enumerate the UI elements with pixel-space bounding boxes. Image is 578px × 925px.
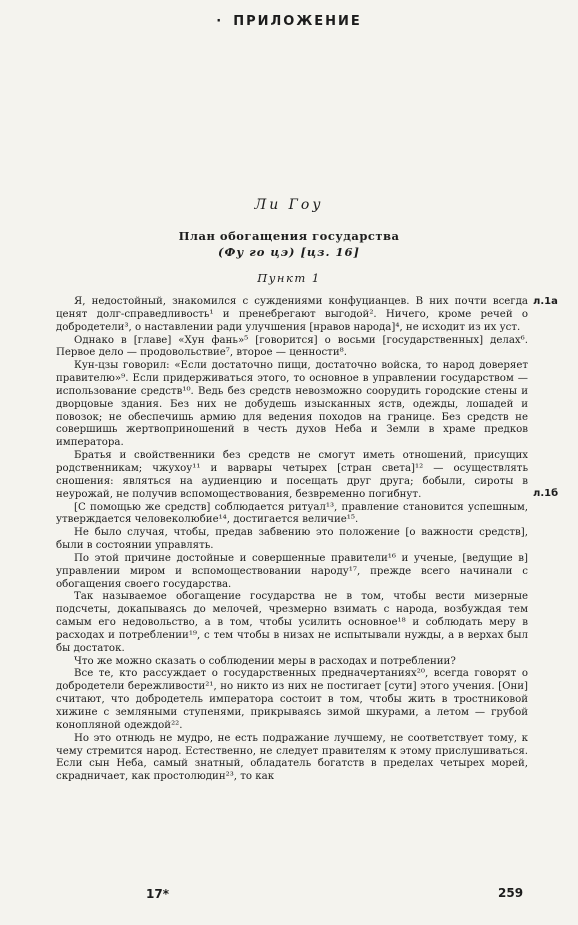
margin-note: л.1б xyxy=(533,488,559,499)
section-heading: Пункт 1 xyxy=(257,271,321,285)
paragraph: Братья и свойственники без средств не смогут иметь отношений, присущих родственникам; чжухоу¹¹ и варвары четырех [стран света]¹² — осуществлять сношения: являться на аудиенцию и посещать друг друга; бобыли, сироты в неурожай, не получив вспомоществования, безвременно погибнут. xyxy=(56,450,528,500)
paragraph: Что же можно сказать о соблюдении меры в расходах и потреблении? xyxy=(74,655,456,667)
paragraph: Кун-цзы говорил: «Если достаточно пищи, достаточно войска, то народ доверяет правителю»⁹. Если придерживаться этого, то основное в управлении государством — использование средств¹⁰. Ведь без средств невозможно соорудить городские стены и дворцовые здания. Без них не добудешь изысканных яств, одежды, лошадей и повозок; не обеспечишь армию для ведения походов на границе. Без средств не совершишь жертвоприношений в честь духов Неба и Земли в храме предков императора. xyxy=(56,360,528,449)
document-subtitle: (Фу го цэ) [цз. 16] xyxy=(218,245,360,259)
page-number: 259 xyxy=(498,886,524,900)
body-text xyxy=(56,296,528,784)
margin-note: л.1а xyxy=(533,296,558,307)
paragraph: Все те, кто рассуждает о государственных предначертаниях²⁰, всегда говорят о добродетели бережливости²¹, но никто из них не постигает [сути] этого учения. [Они] считают, что добродетель императора состоит в том, чтобы жить в тростниковой хижине с земляными ступенями, прикрываясь зимой шкурами, а летом — грубой конопляной одеждой²². xyxy=(56,668,528,731)
document-title: План обогащения государства xyxy=(178,229,400,243)
signature-mark: 17* xyxy=(146,887,169,901)
header-text: ПРИЛОЖЕНИЕ xyxy=(233,14,362,29)
paragraph: Не было случая, чтобы, предав забвению это положение [о важности средств], были в состоянии управлять. xyxy=(56,527,528,552)
paragraph: Однако в [главе] «Хун фань»⁵ [говорится] о восьми [государственных] делах⁶. Первое дело — продовольствие⁷, второе — ценности⁸. xyxy=(56,334,528,359)
paragraph: Так называемое обогащение государства не в том, чтобы вести мизерные подсчеты, докапываясь до мелочей, чрезмерно взимать с народа, возбуждая тем самым его недовольство, а в том, чтобы усилить основное¹⁸ и соблюдать меру в расходах и потреблении¹⁹, с тем чтобы в низах не испытывали нужды, а в верхах был бы достаток. xyxy=(56,591,528,654)
paragraph: [С помощью же средств] соблюдается ритуал¹³, правление становится успешным, утверждается человеколюбие¹⁴, достигается величие¹⁵. xyxy=(56,501,528,526)
paragraph: Но это отнюдь не мудро, не есть подражание лучшему, не соответствует тому, к чему стремится народ. Естественно, не следует правителям к этому прислушиваться. Если сын Неба, самый знатный, обладатель богатств в пределах четырех морей, скрадничает, как простолюдин²³, то как xyxy=(56,732,528,783)
running-header: · ПРИЛОЖЕНИЕ xyxy=(216,14,362,29)
author-name: Ли Гоу xyxy=(254,197,324,213)
paragraph: По этой причине достойные и совершенные правители¹⁶ и ученые, [ведущие в] управлении миром и вспомоществовании народу¹⁷, прежде всего начинали с обогащения своего государства. xyxy=(56,552,528,590)
paragraph: Я, недостойный, знакомился с суждениями конфуцианцев. В них почти всегда ценят долг-справедливость¹ и пренебрегают выгодой². Ничего, кроме речей о добродетели³, о наставлении ради улучшения [нравов народа]⁴, не исходит из их уст. xyxy=(56,296,528,333)
